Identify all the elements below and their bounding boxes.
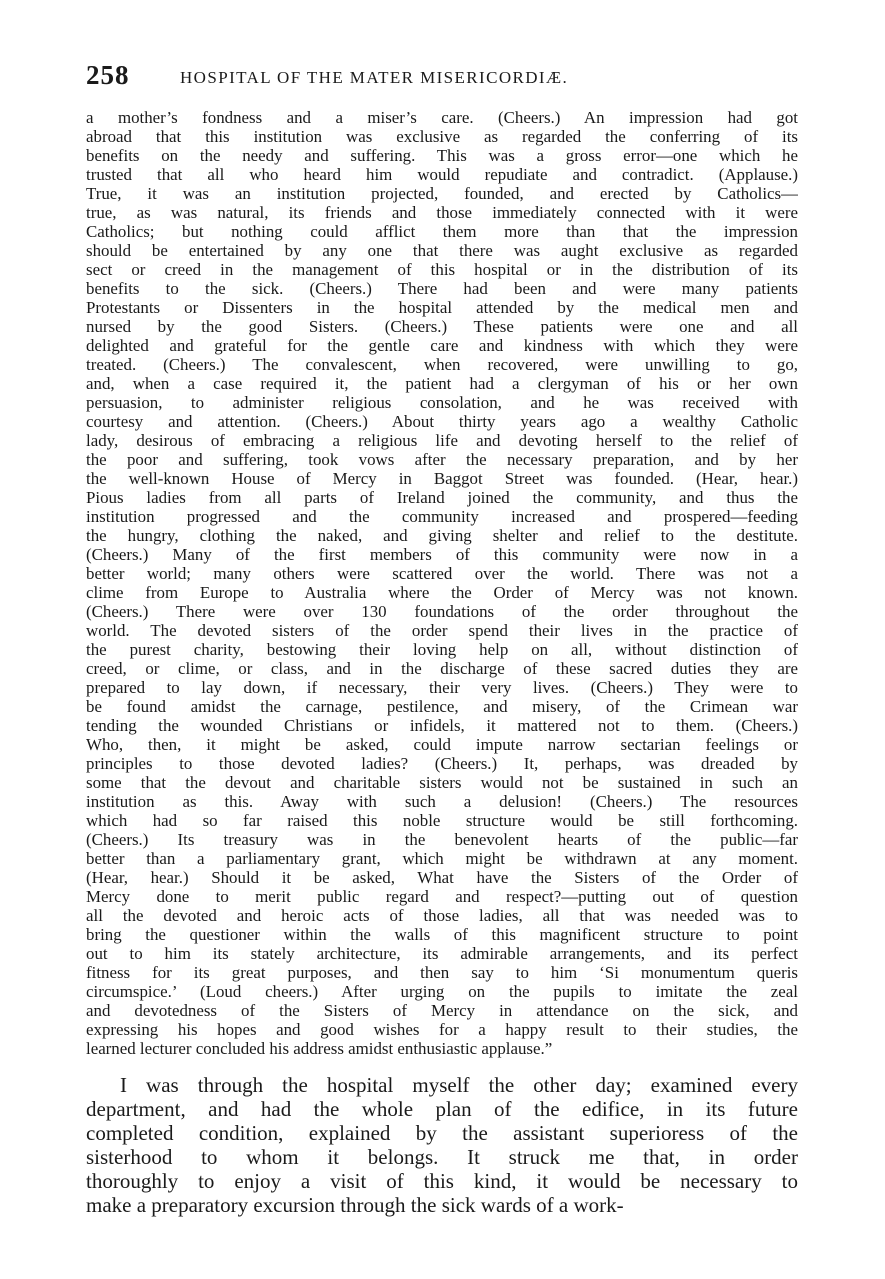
text-line: be found amidst the carnage, pestilence, and misery, of the Crimean war <box>86 697 798 716</box>
text-line: thoroughly to enjoy a visit of this kind, it would be necessary to <box>86 1169 798 1193</box>
text-line: true, as was natural, its friends and those immediately connected with it were <box>86 203 798 222</box>
page-header <box>86 60 806 94</box>
text-line: a mother’s fondness and a miser’s care. (Cheers.) An impression had got <box>86 108 798 127</box>
text-line: circumspice.’ (Loud cheers.) After urging on the pupils to imitate the zeal <box>86 982 798 1001</box>
text-line: better world; many others were scattered over the world. There was not a <box>86 564 798 583</box>
text-line: (Cheers.) Its treasury was in the benevolent hearts of the public—far <box>86 830 798 849</box>
text-line: Protestants or Dissenters in the hospital attended by the medical men and <box>86 298 798 317</box>
text-line: I was through the hospital myself the other day; examined every <box>120 1073 798 1097</box>
text-line: and devotedness of the Sisters of Mercy in attendance on the sick, and <box>86 1001 798 1020</box>
text-line: (Cheers.) There were over 130 foundations of the order throughout the <box>86 602 798 621</box>
text-line: persuasion, to administer religious consolation, and he was received with <box>86 393 798 412</box>
text-line: the hungry, clothing the naked, and giving shelter and relief to the destitute. <box>86 526 798 545</box>
text-line: institution progressed and the community increased and prospered—feeding <box>86 507 798 526</box>
text-line: completed condition, explained by the assistant superioress of the <box>86 1121 798 1145</box>
text-line: treated. (Cheers.) The convalescent, when recovered, were unwilling to go, <box>86 355 798 374</box>
text-line: benefits to the sick. (Cheers.) There had been and were many patients <box>86 279 798 298</box>
running-title: HOSPITAL OF THE MATER MISERICORDIÆ. <box>180 68 569 87</box>
text-line: institution as this. Away with such a delusion! (Cheers.) The resources <box>86 792 798 811</box>
text-line: courtesy and attention. (Cheers.) About thirty years ago a wealthy Catholic <box>86 412 798 431</box>
text-line: bring the questioner within the walls of this magnificent structure to point <box>86 925 798 944</box>
text-line: should be entertained by any one that there was aught exclusive as regarded <box>86 241 798 260</box>
text-line: better than a parliamentary grant, which might be withdrawn at any moment. <box>86 849 798 868</box>
text-line: Catholics; but nothing could afflict them more than that the impression <box>86 222 798 241</box>
text-line: sisterhood to whom it belongs. It struck me that, in order <box>86 1145 798 1169</box>
text-line: (Hear, hear.) Should it be asked, What have the Sisters of the Order of <box>86 868 798 887</box>
text-line: make a preparatory excursion through the sick wards of a work- <box>86 1193 624 1217</box>
text-line: which had so far raised this noble structure would be still forthcoming. <box>86 811 798 830</box>
text-line: prepared to lay down, if necessary, their very lives. (Cheers.) They were to <box>86 678 798 697</box>
text-line: fitness for its great purposes, and then say to him ‘Si monumentum queris <box>86 963 798 982</box>
text-line: clime from Europe to Australia where the Order of Mercy was not known. <box>86 583 798 602</box>
text-line: principles to those devoted ladies? (Cheers.) It, perhaps, was dreaded by <box>86 754 798 773</box>
text-line: nursed by the good Sisters. (Cheers.) These patients were one and all <box>86 317 798 336</box>
text-line: the poor and suffering, took vows after the necessary preparation, and by her <box>86 450 798 469</box>
text-line: abroad that this institution was exclusive as regarded the conferring of its <box>86 127 798 146</box>
text-line: benefits on the needy and suffering. This was a gross error—one which he <box>86 146 798 165</box>
text-line: Mercy done to merit public regard and respect?—putting out of question <box>86 887 798 906</box>
text-line: world. The devoted sisters of the order spend their lives in the practice of <box>86 621 798 640</box>
text-line: expressing his hopes and good wishes for a happy result to their studies, the <box>86 1020 798 1039</box>
text-line: the well-known House of Mercy in Baggot Street was founded. (Hear, hear.) <box>86 469 798 488</box>
text-line: and, when a case required it, the patient had a clergyman of his or her own <box>86 374 798 393</box>
text-line: trusted that all who heard him would repudiate and contradict. (Applause.) <box>86 165 798 184</box>
text-line: creed, or clime, or class, and in the discharge of these sacred duties they are <box>86 659 798 678</box>
text-line: delighted and grateful for the gentle care and kindness with which they were <box>86 336 798 355</box>
text-line: department, and had the whole plan of the edifice, in its future <box>86 1097 798 1121</box>
text-line: (Cheers.) Many of the first members of this community were now in a <box>86 545 798 564</box>
text-line: some that the devout and charitable sisters would not be sustained in such an <box>86 773 798 792</box>
page-number: 258 <box>86 60 130 90</box>
text-line: learned lecturer concluded his address amidst enthusiastic applause.” <box>86 1039 553 1058</box>
quoted-speech-block <box>86 108 798 1058</box>
text-line: out to him its stately architecture, its admirable arrangements, and its perfect <box>86 944 798 963</box>
text-line: lady, desirous of embracing a religious life and devoting herself to the relief of <box>86 431 798 450</box>
text-line: the purest charity, bestowing their loving help on all, without distinction of <box>86 640 798 659</box>
text-line: all the devoted and heroic acts of those ladies, all that was needed was to <box>86 906 798 925</box>
text-line: True, it was an institution projected, founded, and erected by Catholics— <box>86 184 798 203</box>
text-line: tending the wounded Christians or infidels, it mattered not to them. (Cheers.) <box>86 716 798 735</box>
text-line: Who, then, it might be asked, could impute narrow sectarian feelings or <box>86 735 798 754</box>
text-line: Pious ladies from all parts of Ireland joined the community, and thus the <box>86 488 798 507</box>
narrative-paragraph <box>86 1073 798 1217</box>
text-line: sect or creed in the management of this hospital or in the distribution of its <box>86 260 798 279</box>
